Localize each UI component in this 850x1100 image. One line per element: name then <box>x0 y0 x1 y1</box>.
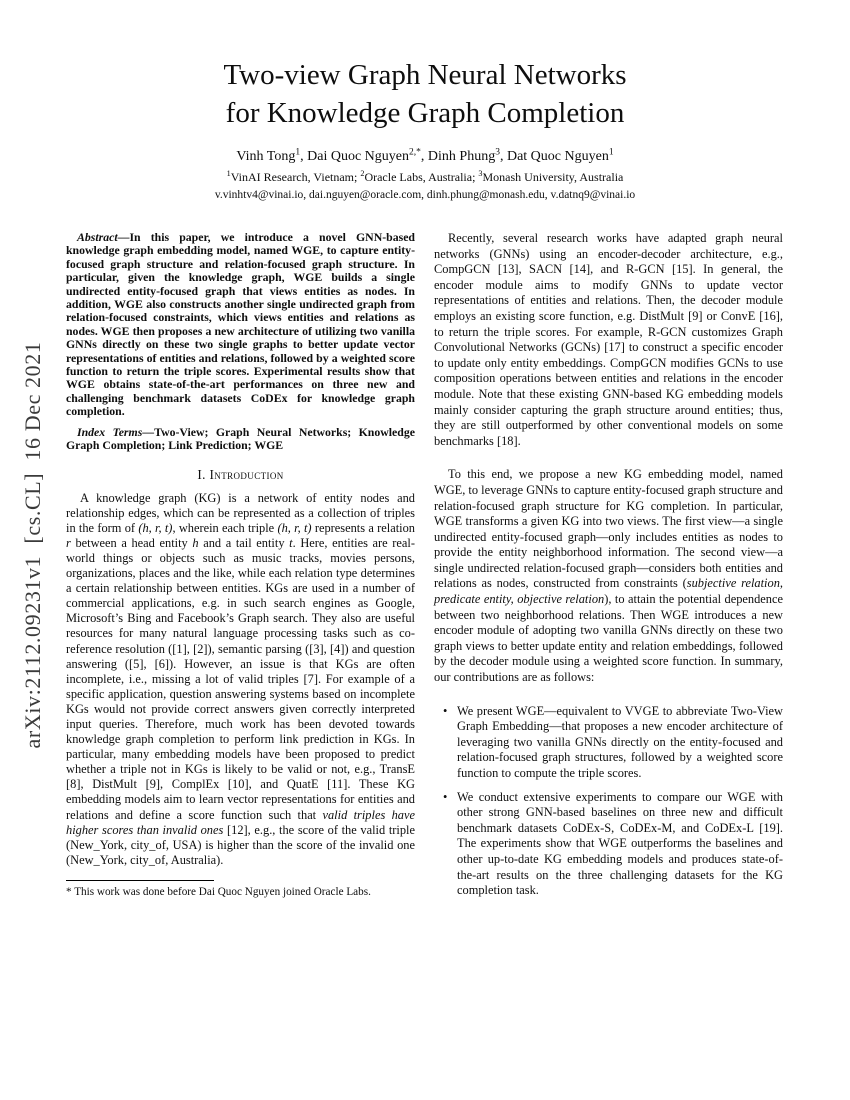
paragraph-gnn-related-work: Recently, several research works have adapted graph neural networks (GNNs) using an encoder-decoder architecture, e.g., CompGCN [13], SACN [14], and R-GCN [15]. In general, the encoder module aims to modify GNNs to update vector representations of entities and relations. Then, the decoder module employs an existing score function, e.g. DistMult [9] or ConvE [16], to return the triple scores. For example, R-GCN customizes Graph Convolutional Networks (GCNs) [17] to construct a specific encoder to update only entity embeddings. CompGCN modifies GCNs to use composition operations between entities and relations in the encoder module. Note that these existing GNN-based KG embedding models mainly consider capturing the graph structure around entities; thus, they are still outperformed by other conventional models on some benchmarks [18]. <box>434 231 783 448</box>
contribution-item-2 <box>443 790 783 899</box>
title-line-1: Two-view Graph Neural Networks <box>223 59 627 91</box>
contribution-item-1 <box>443 704 783 782</box>
two-column-body <box>66 231 784 899</box>
paragraph-wge-proposal: To this end, we propose a new KG embedding model, named WGE, to leverage GNNs to capture entity-focused graph structure and relation-focused graph structure for KG completion. In particular, WGE transforms a given KG into two views. The first view—a single undirected entity-focused graph—only includes entities as nodes to provide the entity neighborhood information. The second view—a single undirected relation-focused graph—considers both entities and relations as nodes, constructed from constraints (subjective relation, predicate entity, objective relation), to attain the potential dependence between two neighborhood relations. Then WGE introduces a new encoder module of adopting two vanilla GNNs directly on these two graph views to better update entity and relation embeddings, followed by the decoder module using a weighted score function. In summary, our contributions are as follows: <box>434 467 783 685</box>
bullet-icon: • <box>443 789 448 804</box>
title-line-2: for Knowledge Graph Completion <box>225 97 625 129</box>
contribution-text-2: We conduct extensive experiments to compare our WGE with other strong GNN-based baselines on three new and difficult benchmark datasets CoDEx-S, CoDEx-M, and CoDEx-L [19]. The experiments show that WGE outperforms the baselines and other up-to-date KG embedding models and produces state-of-the-art results on the three challenging datasets for the KG completion task. <box>457 789 783 898</box>
section-heading-introduction: I. Introduction <box>197 466 284 482</box>
left-column <box>66 231 415 899</box>
index-terms-paragraph <box>66 426 415 453</box>
paper-title <box>66 56 784 132</box>
arxiv-watermark: arXiv:2112.09231v1 [cs.CL] 16 Dec 2021 <box>20 341 45 749</box>
abstract-text: —In this paper, we introduce a novel GNN-based knowledge graph embedding model, named WGE, to capture entity-focused graph structure and relation-focused graph structure. In particular, given the knowledge graph, WGE builds a single undirected entity-focused graph that views entities as nodes. In addition, WGE also constructs another single undirected graph from relation-focused constraints, which views entities and relations as nodes. WGE then proposes a new architecture of utilizing two vanilla GNNs directly on these two single graphs to better update vector representations of entities and relations, followed by a weighted score function to return the triple scores. Experimental results show that WGE obtains state-of-the-art performances on three new and challenging benchmark datasets CoDEx for knowledge graph completion. <box>66 230 415 419</box>
affiliations-line: $^1$VinAI Research, Vietnam; $^2$Oracle Labs, Australia; $^3$Monash University, Australia <box>226 169 624 184</box>
contributions-list <box>434 704 783 899</box>
emails-line: v.vinhtv4@vinai.io, dai.nguyen@oracle.com, dinh.phung@monash.edu, v.datnq9@vinai.io <box>214 189 636 201</box>
authors-line: Vinh Tong$^1$, Dai Quoc Nguyen$^{2,*}$, Dinh Phung$^3$, Dat Quoc Nguyen$^1$ <box>236 147 614 164</box>
intro-paragraph: A knowledge graph (KG) is a network of entity nodes and relationship edges, which can be represented as a collection of triples in the form of (h, r, t), wherein each triple (h, r, t) represents a relation r between a head entity h and a tail entity t. Here, entities are real-world things or objects such as music tracks, movies persons, organizations, places and the like, while each relation type determines a certain relationship between entities. KGs are used in a number of commercial applications, e.g. in such search engines as Google, Microsoft’s Bing and Facebook’s Graph search. They also are useful resources for many natural language processing tasks such as co-reference resolution ([1], [2]), semantic parsing ([3], [4]) and question answering ([5], [6]). However, an issue is that KGs are often incomplete, i.e., missing a lot of valid triples [7]. For example of a specific application, question answering systems based on incomplete KGs would not provide correct answers given correctly interpreted input queries. Therefore, much work has been devoted towards knowledge graph completion to perform link prediction in KGs. In particular, many embedding models have been proposed to predict whether a triple not in KGs is likely to be valid or not, e.g., TransE [8], DistMult [9], ComplEx [10], and QuatE [11]. These KG embedding models aim to learn vector representations for entities and relations and define a score function such that valid triples have higher scores than invalid ones [12], e.g., the score of the valid triple (New_York, city_of, USA) is higher than the score of the invalid one (New_York, city_of, Australia). <box>66 490 415 867</box>
abstract-paragraph <box>66 231 415 419</box>
index-terms-text: —Two-View; Graph Neural Networks; Knowledge Graph Completion; Link Prediction; WGE <box>66 424 415 453</box>
footnote-text: * This work was done before Dai Quoc Nguyen joined Oracle Labs. <box>66 885 371 898</box>
paper-header <box>66 56 784 201</box>
footnote-rule <box>66 880 214 881</box>
footnote <box>66 880 415 899</box>
index-terms-lead: Index Terms <box>77 424 143 439</box>
right-column <box>434 231 783 899</box>
abstract-lead: Abstract <box>77 230 118 244</box>
contribution-text-1: We present WGE—equivalent to VVGE to abbreviate Two-View Graph Embedding—that proposes a new encoder architecture of leveraging two vanilla GNNs directly on the entity-focused and relation-focused graph structures, followed by a weighted score function to compute the triple scores. <box>457 703 783 780</box>
bullet-icon: • <box>443 703 448 718</box>
